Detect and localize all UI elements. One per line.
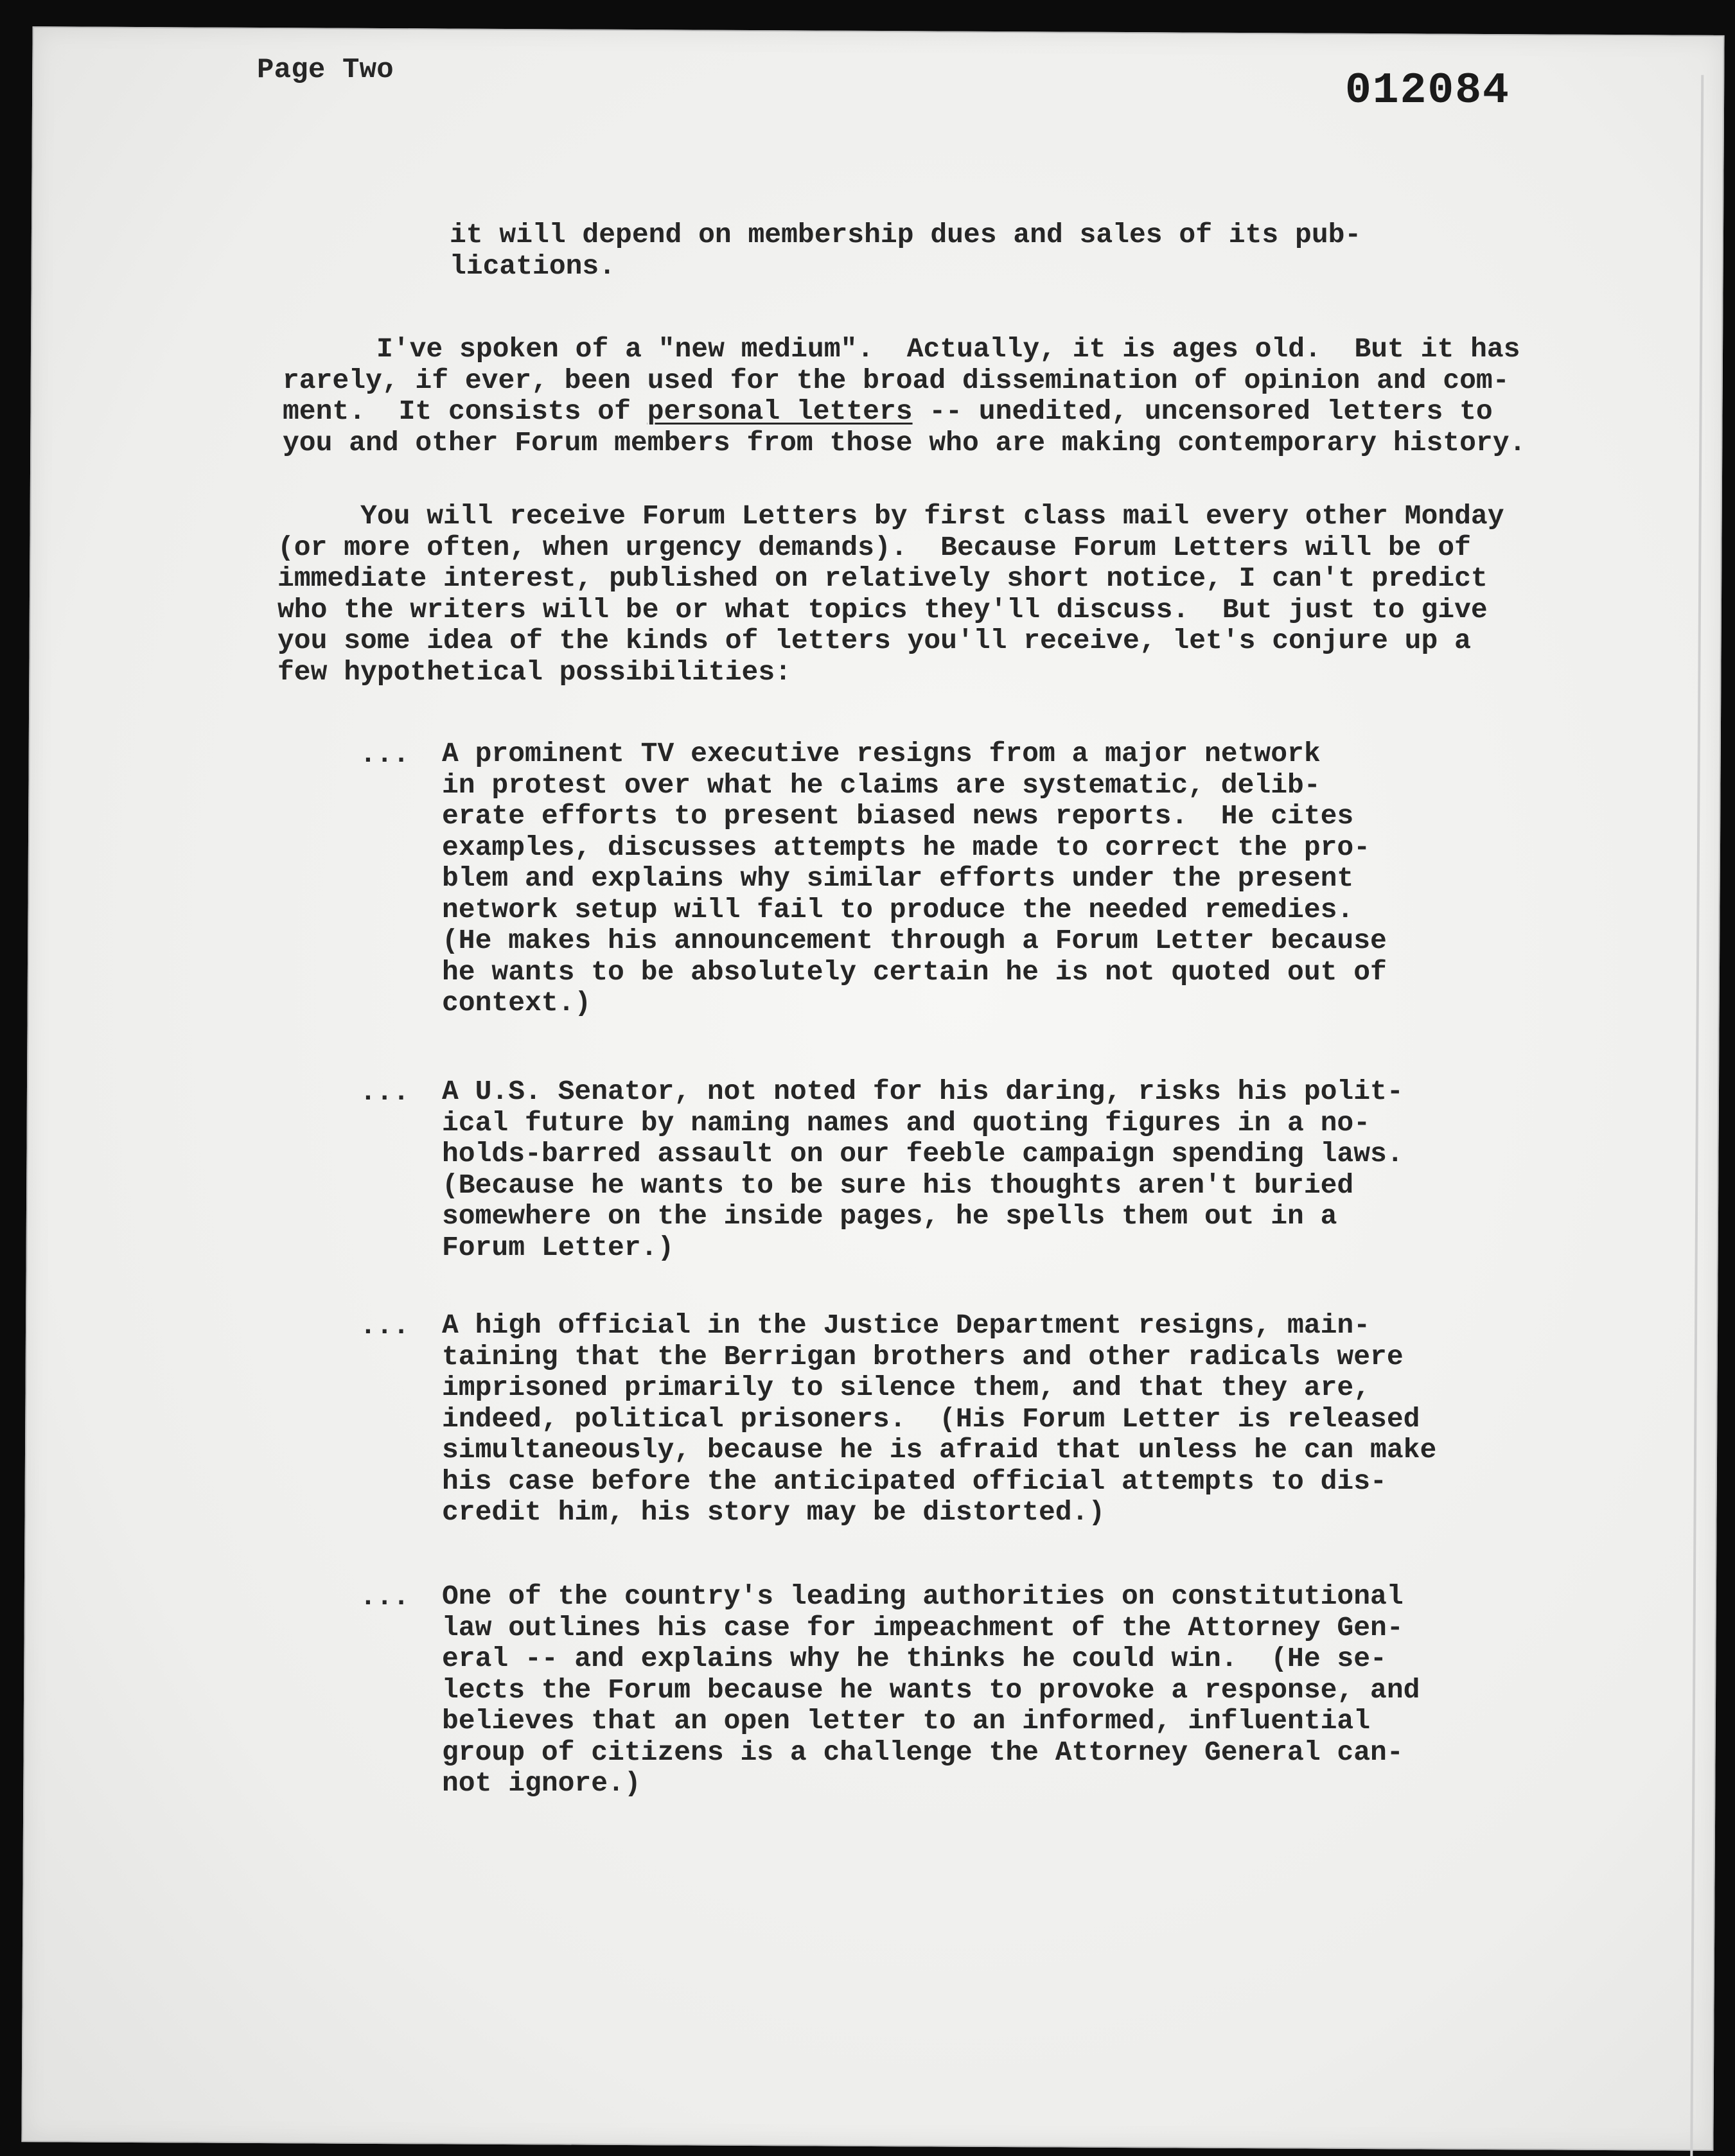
- bullet-item: [442, 1581, 1420, 1800]
- bullet-marker: ...: [360, 1581, 410, 1613]
- text-segment: -- unedited, uncensored letters to: [912, 396, 1493, 427]
- text-line: eral -- and explains why he thinks he could win. (He se-: [442, 1643, 1387, 1674]
- text-line: lications.: [450, 250, 616, 282]
- bullet-item: [442, 1076, 1404, 1263]
- text-line: taining that the Berrigan brothers and other radicals were: [442, 1340, 1404, 1372]
- text-line: You will receive Forum Letters by first class mail every other Monday: [277, 500, 1504, 532]
- text-line-with-underline: [283, 396, 1526, 428]
- page-label: Page Two: [257, 54, 394, 86]
- text-line: I've spoken of a "new medium". Actually, it is ages old. But it has: [376, 333, 1520, 365]
- text-line: A high official in the Justice Department resigns, main-: [442, 1310, 1371, 1341]
- text-line: his case before the anticipated official attempts to dis-: [442, 1465, 1387, 1497]
- text-line: group of citizens is a challenge the Attorney General can-: [442, 1736, 1404, 1768]
- text-line: you and other Forum members from those who are making contemporary history.: [283, 426, 1526, 459]
- paragraph-new-medium: [283, 334, 1526, 459]
- text-line: lects the Forum because he wants to provoke a response, and: [442, 1674, 1420, 1706]
- text-line: who the writers will be or what topics they'll discuss. But just to give: [277, 593, 1488, 626]
- text-line: credit him, his story may be distorted.): [442, 1496, 1105, 1528]
- text-line: examples, discusses attempts he made to correct the pro-: [442, 831, 1371, 863]
- paper-edge-shadow: [1690, 75, 1704, 2156]
- text-line: immediate interest, published on relatively short notice, I can't predict: [277, 563, 1488, 594]
- text-line: A U.S. Senator, not noted for his daring, risks his polit-: [442, 1076, 1404, 1107]
- text-line: law outlines his case for impeachment of the Attorney Gen-: [442, 1611, 1404, 1643]
- text-line: ical future by naming names and quoting figures in a no-: [442, 1107, 1371, 1139]
- text-line: it will depend on membership dues and sales of its pub-: [450, 219, 1362, 250]
- text-line: few hypothetical possibilities:: [277, 656, 791, 688]
- text-line: network setup will fail to produce the needed remedies.: [442, 893, 1354, 925]
- text-line: One of the country's leading authorities on constitutional: [442, 1581, 1404, 1612]
- text-line: A prominent TV executive resigns from a major network: [442, 738, 1321, 769]
- text-line: simultaneously, because he is afraid that unless he can make: [442, 1434, 1437, 1466]
- bullet-item: [442, 1310, 1436, 1529]
- text-line: imprisoned primarily to silence them, and that they are,: [442, 1372, 1371, 1403]
- text-line: indeed, political prisoners. (His Forum Letter is released: [442, 1403, 1420, 1435]
- continuation-paragraph: [450, 220, 1361, 282]
- bullet-marker: ...: [360, 739, 410, 770]
- text-line: context.): [442, 987, 592, 1019]
- bullet-item: [442, 739, 1387, 1019]
- text-line: in protest over what he claims are systematic, delib-: [442, 769, 1321, 801]
- document-number: 012084: [1345, 66, 1510, 116]
- text-line: erate efforts to present biased news reports. He cites: [442, 800, 1354, 832]
- bullet-marker: ...: [360, 1310, 410, 1342]
- text-line: holds-barred assault on our feeble campaign spending laws.: [442, 1138, 1404, 1170]
- text-line: you some idea of the kinds of letters you'll receive, let's conjure up a: [277, 625, 1471, 656]
- text-line: (or more often, when urgency demands). Because Forum Letters will be of: [277, 531, 1471, 563]
- text-line: (He makes his announcement through a Forum Letter because: [442, 925, 1387, 956]
- text-line: (Because he wants to be sure his thoughts aren't buried: [442, 1169, 1354, 1201]
- text-line: not ignore.): [442, 1767, 641, 1799]
- bullet-marker: ...: [360, 1076, 410, 1108]
- text-line: rarely, if ever, been used for the broad dissemination of opinion and com-: [283, 364, 1510, 396]
- text-line: he wants to be absolutely certain he is not quoted out of: [442, 956, 1387, 988]
- text-line: Forum Letter.): [442, 1231, 674, 1263]
- paragraph-forum-letters: [277, 501, 1504, 688]
- underlined-phrase: personal letters: [647, 396, 913, 427]
- text-line: somewhere on the inside pages, he spells them out in a: [442, 1200, 1337, 1232]
- text-line: believes that an open letter to an informed, influential: [442, 1705, 1371, 1737]
- text-line: blem and explains why similar efforts under the present: [442, 863, 1354, 894]
- text-segment: ment. It consists of: [283, 396, 647, 427]
